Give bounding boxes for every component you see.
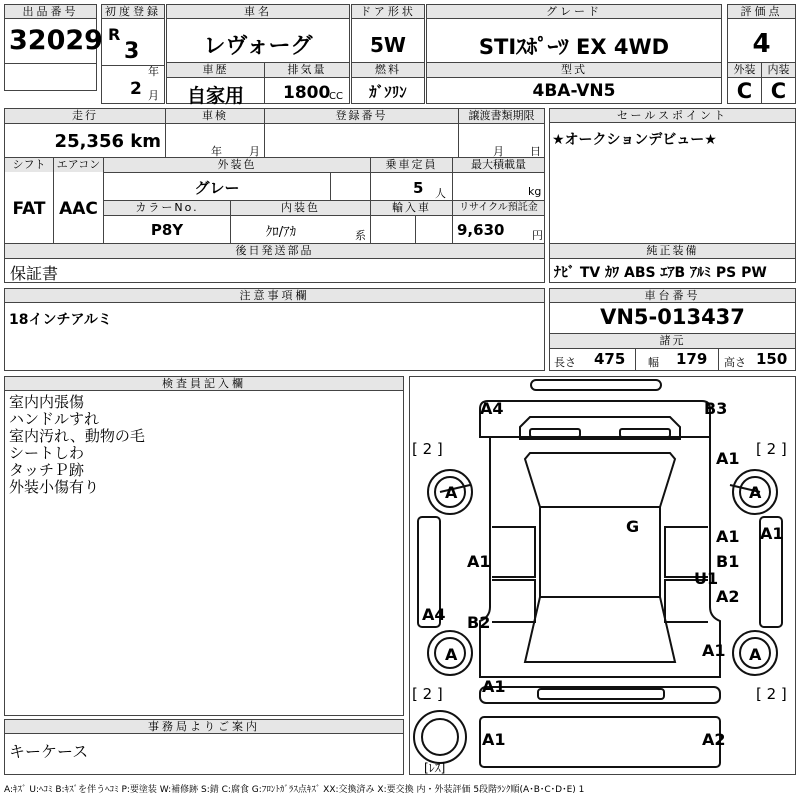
interior-label: 内装	[762, 63, 795, 77]
chassis-label: 車台番号	[550, 289, 795, 303]
sales-point: ★オークションデビュー★	[552, 132, 717, 148]
height-label: 高さ	[724, 356, 746, 369]
fuel: ｶﾞｿﾘﾝ	[369, 83, 407, 101]
history: 自家用	[186, 85, 244, 107]
grade-label: グレード	[427, 5, 721, 19]
inspector-label: 検査員記入欄	[5, 377, 403, 391]
door-type: 5W	[370, 33, 406, 57]
equipment: ﾅﾋﾞ TV ｶﾜ ABS ｴｱB ｱﾙﾐ PS PW	[554, 265, 767, 281]
type-label: 型式	[427, 63, 721, 77]
capacity-unit: 人	[435, 187, 446, 200]
inspection-month-unit: 月	[249, 145, 260, 158]
damage-mark: A	[749, 645, 762, 664]
history-label: 車歴	[167, 63, 264, 77]
transfer-label: 譲渡書類期限	[459, 109, 544, 123]
import-label: 輸入車	[371, 201, 452, 215]
color-no: P8Y	[150, 221, 184, 239]
damage-mark: [ 2 ]	[756, 440, 787, 458]
chassis-number: VN5-013437	[600, 305, 745, 329]
transfer-month-unit: 月	[493, 145, 504, 158]
office-label: 事務局よりご案内	[5, 720, 403, 734]
int-color-unit: 系	[355, 229, 366, 242]
inspection-label: 車検	[166, 109, 264, 123]
first-registration-cell	[101, 4, 165, 104]
int-color-label: 内装色	[231, 201, 370, 215]
capacity-label: 乗車定員	[371, 158, 452, 172]
inspector-line: 外装小傷有り	[9, 478, 100, 496]
displacement-unit: CC	[329, 91, 343, 102]
damage-mark: [ 2 ]	[412, 685, 443, 703]
inspector-lines	[9, 394, 145, 496]
damage-mark: A	[445, 483, 458, 502]
damage-mark: G	[626, 517, 640, 536]
era: R	[108, 25, 121, 44]
inspector-notes-box	[4, 376, 404, 716]
ext-color-label: 外装色	[104, 158, 370, 172]
damage-mark: A4	[422, 605, 446, 624]
spec-label: 諸元	[550, 334, 795, 348]
exterior-grade: C	[736, 79, 753, 103]
width-label: 幅	[648, 356, 659, 369]
model-type: 4BA-VN5	[532, 81, 616, 101]
damage-mark: U1	[694, 569, 719, 588]
model-label: 車名	[167, 5, 349, 19]
lot-number: 32029	[9, 25, 103, 56]
office-notes-box	[4, 719, 404, 775]
damage-mark: [ 2 ]	[756, 685, 787, 703]
month-unit: 月	[148, 89, 159, 102]
color-no-label: カラーNo.	[104, 201, 230, 215]
damage-mark: A1	[716, 449, 740, 468]
damage-mark: A1	[482, 677, 506, 696]
width: 179	[676, 350, 708, 368]
lot-number-label: 出品番号	[5, 5, 96, 19]
damage-mark: B3	[704, 399, 728, 418]
year-unit: 年	[148, 65, 159, 78]
recycle-unit: 円	[532, 229, 543, 242]
height: 150	[756, 350, 788, 368]
first-reg-label: 初度登録	[102, 5, 164, 19]
score-label: 評価点	[728, 5, 795, 19]
damage-mark: A4	[480, 399, 504, 418]
displacement-label: 排気量	[265, 63, 349, 77]
recycle: 9,630	[457, 221, 505, 239]
grade: STIｽﾎﾟｰﾂ EX 4WD	[478, 35, 670, 59]
model-name: レヴォーグ	[203, 34, 313, 59]
damage-diagram	[409, 376, 796, 775]
damage-mark: A1	[467, 552, 491, 571]
max-load-label: 最大積載量	[453, 158, 544, 172]
grade-cell	[426, 4, 722, 104]
transfer-day-unit: 日	[530, 145, 541, 158]
door-label: ドア形状	[352, 5, 424, 19]
sales-point-box	[549, 108, 796, 283]
inspector-line: 室内内張傷	[9, 393, 85, 411]
score-cell	[727, 4, 796, 104]
damage-mark: A1	[482, 730, 506, 749]
length: 475	[594, 350, 626, 368]
recycle-label: リサイクル預託金	[453, 201, 544, 215]
chassis-box	[549, 288, 796, 371]
door-cell	[351, 4, 425, 104]
notes-box	[4, 288, 545, 371]
inspection-year-unit: 年	[211, 145, 222, 158]
damage-mark: [ﾚｽ]	[424, 761, 446, 775]
int-color: ｸﾛ/ｱｶ	[265, 225, 297, 240]
later-parts: 保証書	[10, 264, 59, 283]
equipment-label: 純正装備	[550, 244, 795, 258]
later-parts-label: 後日発送部品	[5, 244, 544, 258]
mileage-label: 走行	[5, 109, 165, 123]
reg-month: 2	[130, 79, 142, 99]
lot-number-cell	[4, 4, 103, 91]
mileage: 25,356 km	[54, 131, 161, 152]
damage-mark: B1	[716, 552, 740, 571]
car-outline	[410, 377, 795, 774]
fuel-label: 燃料	[352, 63, 424, 77]
sales-point-label: セールスポイント	[550, 109, 795, 123]
model-cell	[166, 4, 350, 107]
damage-mark: B2	[467, 613, 491, 632]
damage-mark: [ 2 ]	[412, 440, 443, 458]
office-text: キーケース	[9, 742, 89, 761]
reg-year: 3	[124, 39, 140, 64]
exterior-label: 外装	[728, 63, 761, 77]
ac: AAC	[59, 199, 98, 219]
damage-mark: A2	[716, 587, 740, 606]
legend: A:ｷｽﾞ U:ﾍｺﾐ B:ｷｽﾞを伴うﾍｺﾐ P:要塗装 W:補修跡 S:錆 C:腐食 G:ﾌﾛﾝﾄｶﾞﾗｽ点ｷｽﾞ XX:交換済み X:要交換 内・外装評価 5段階ﾗﾝｸ順(A･B･C･D･E) 1	[4, 785, 585, 795]
score: 4	[752, 29, 771, 59]
notes-label: 注意事項欄	[5, 289, 544, 303]
damage-mark: A1	[702, 641, 726, 660]
inspector-line: 室内汚れ、動物の毛	[9, 427, 145, 445]
capacity: 5	[413, 179, 424, 197]
damage-mark: A	[749, 483, 762, 502]
damage-mark: A1	[760, 524, 784, 543]
reg-no-label: 登録番号	[265, 109, 458, 123]
damage-mark: A1	[716, 527, 740, 546]
inspector-line: シートしわ	[9, 444, 85, 462]
ext-color: グレー	[194, 179, 240, 197]
inspector-line: タッチＰ跡	[9, 461, 85, 479]
shift-label: シフト	[5, 158, 53, 172]
interior-grade: C	[770, 79, 787, 103]
displacement: 1800	[283, 83, 331, 103]
notes-text: 18インチアルミ	[9, 312, 112, 328]
shift: FAT	[12, 199, 46, 219]
inspector-line: ハンドルすれ	[9, 410, 100, 428]
damage-mark: A	[445, 645, 458, 664]
length-label: 長さ	[554, 356, 576, 369]
ac-label: エアコン	[54, 158, 103, 172]
vehicle-info-grid	[4, 108, 545, 283]
damage-mark: A2	[702, 730, 726, 749]
max-load-unit: kg	[528, 185, 542, 198]
